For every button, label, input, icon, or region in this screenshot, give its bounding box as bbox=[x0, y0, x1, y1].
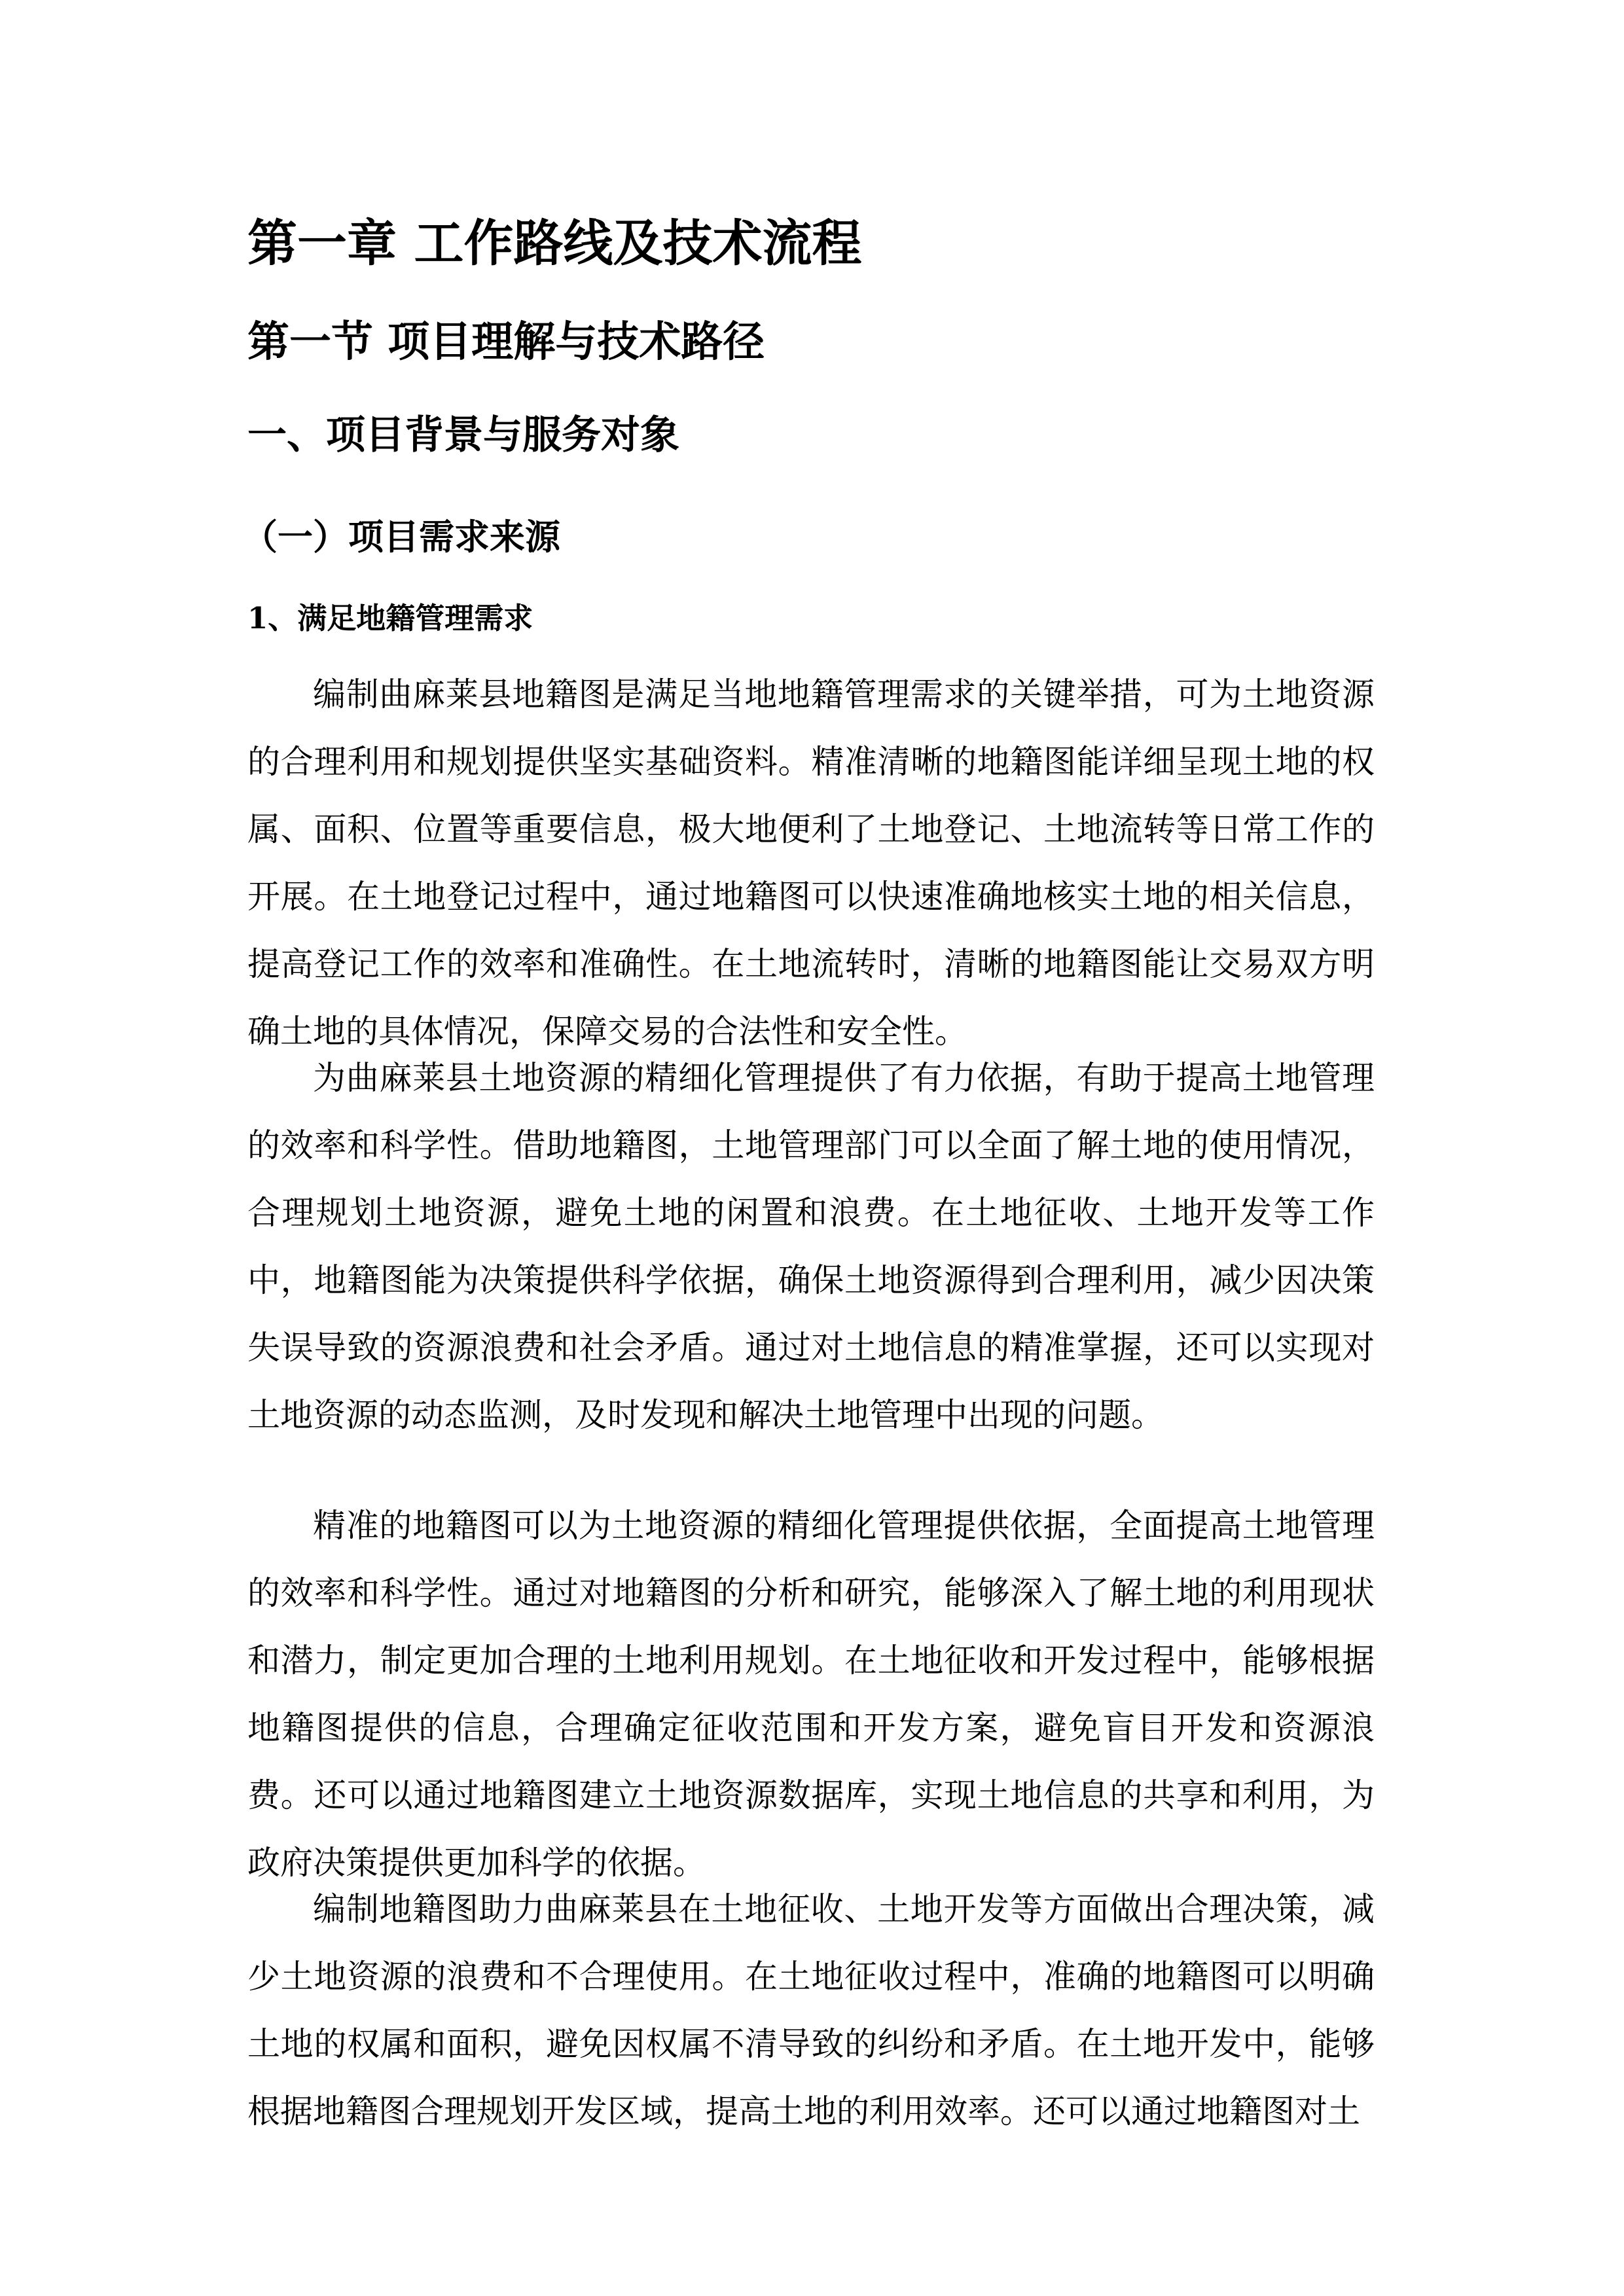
subsubsection-title: （一）项目需求来源 bbox=[242, 516, 560, 558]
body-paragraph-4: 编制地籍图助力曲麻莱县在土地征收、土地开发等方面做出合理决策，减少土地资源的浪费和不合理使用。在土地征收过程中，准确的地籍图可以明确土地的权属和面积，避免因权属不清导致的纠纷和矛盾。在土地开发中，能够根据地籍图合理规划开发区域，提高土地的利用效率。还可以通过地籍图对土 bbox=[247, 1890, 1375, 2130]
item-title: 1、满足地籍管理需求 bbox=[247, 601, 533, 636]
body-paragraph-1: 编制曲麻莱县地籍图是满足当地地籍管理需求的关键举措，可为土地资源的合理利用和规划提供坚实基础资料。精准清晰的地籍图能详细呈现土地的权属、面积、位置等重要信息，极大地便利了土地登记、土地流转等日常工作的开展。在土地登记过程中，通过地籍图可以快速准确地核实土地的相关信息，提高登记工作的效率和准确性。在土地流转时，清晰的地籍图能让交易双方明确土地的具体情况，保障交易的合法性和安全性。 bbox=[247, 675, 1375, 1050]
section-title: 第一节 项目理解与技术路径 bbox=[247, 317, 765, 367]
body-paragraph-3: 精准的地籍图可以为土地资源的精细化管理提供依据，全面提高土地管理的效率和科学性。通过对地籍图的分析和研究，能够深入了解土地的利用现状和潜力，制定更加合理的土地利用规划。在土地征收和开发过程中，能够根据地籍图提供的信息，合理确定征收范围和开发方案，避免盲目开发和资源浪费。还可以通过地籍图建立土地资源数据库，实现土地信息的共享和利用，为政府决策提供更加科学的依据。 bbox=[247, 1507, 1375, 1882]
chapter-title: 第一章 工作路线及技术流程 bbox=[247, 214, 862, 272]
subsection-title: 一、项目背景与服务对象 bbox=[247, 412, 679, 458]
body-paragraph-2: 为曲麻莱县土地资源的精细化管理提供了有力依据，有助于提高土地管理的效率和科学性。借助地籍图，土地管理部门可以全面了解土地的使用情况，合理规划土地资源，避免土地的闲置和浪费。在土地征收、土地开发等工作中，地籍图能为决策提供科学依据，确保土地资源得到合理利用，减少因决策失误导致的资源浪费和社会矛盾。通过对土地信息的精准掌握，还可以实现对土地资源的动态监测，及时发现和解决土地管理中出现的问题。 bbox=[247, 1059, 1375, 1434]
